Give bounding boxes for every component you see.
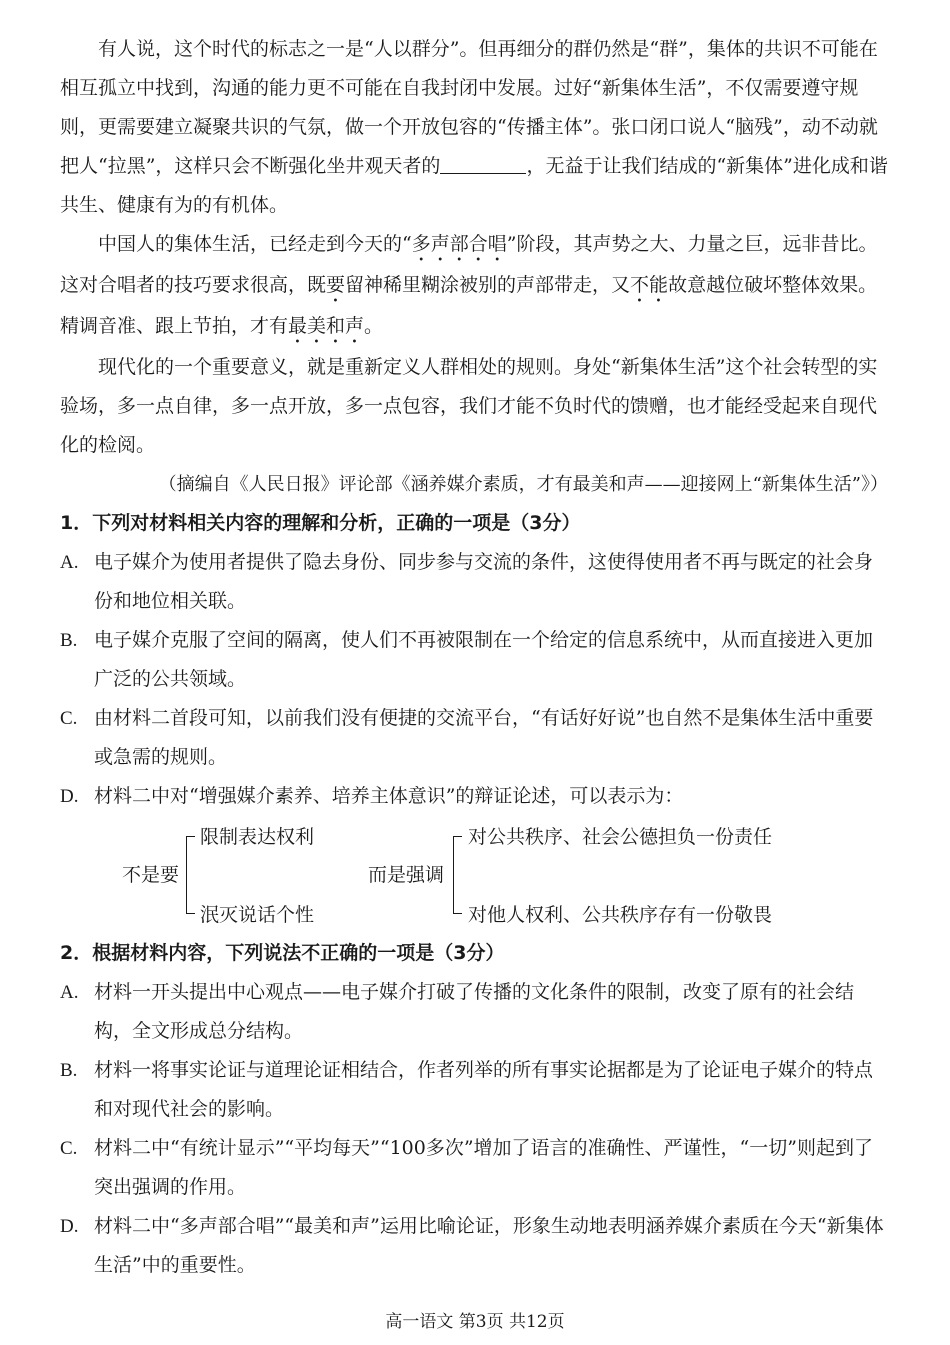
fill-in-blank bbox=[440, 153, 526, 174]
not-label: 不是要 bbox=[122, 864, 180, 886]
option-text: 材料一开头提出中心观点——电子媒介打破了传播的文化条件的限制，改变了原有的社会结构，全文形成总分结构。 bbox=[94, 981, 855, 1042]
passage-paragraph-3: 现代化的一个重要意义，就是重新定义人群相处的规则。身处“新集体生活”这个社会转型的实验场，多一点自律，多一点开放，多一点包容，我们才能不负时代的馈赠，也才能经受起来自现代化的检阅。 bbox=[60, 356, 878, 456]
option-letter: D. bbox=[60, 786, 79, 807]
paragraph-text: 。 bbox=[364, 315, 384, 337]
option-letter: C. bbox=[60, 708, 78, 729]
option-b[interactable] bbox=[60, 1051, 888, 1129]
paragraph-text: 有人说，这个时代的标志之一是“人以群分”。但再细分的群仍然是“群”，集体的共识不可能在相互孤立中找到，沟通的能力更不可能在自我封闭中发展。过好“新集体生活”，不仅需要遵守规则，更需要建立凝聚共识的气氛，做一个开放包容的“传播主体”。张口闭口说人“脑残”，动不动就把人“拉黑”，这样只会不断强化坐井观天者的 bbox=[60, 38, 878, 177]
page-footer: 高一语文 第3页 共12页 bbox=[385, 1312, 565, 1332]
question-2-options bbox=[60, 973, 888, 1285]
option-text: 材料二中对“增强媒介素养、培养主体意识”的辩证论述，可以表示为： bbox=[94, 785, 684, 807]
option-letter: D. bbox=[60, 1216, 79, 1237]
question-2-stem: 2．根据材料内容，下列说法不正确的一项是（3分） bbox=[60, 942, 505, 964]
but-label: 而是强调 bbox=[368, 864, 445, 886]
option-d[interactable] bbox=[60, 1207, 888, 1285]
paragraph-text: 故意越位破坏整体效果。精调音准、跟上节拍，才有 bbox=[60, 274, 878, 337]
option-text: 电子媒介克服了空间的隔离，使人们不再被限制在一个给定的信息系统中，从而直接进入更加广泛的公共领域。 bbox=[94, 629, 874, 690]
option-letter: C. bbox=[60, 1138, 78, 1159]
emphasized-text: 多声部合唱 bbox=[411, 233, 507, 255]
option-text: 材料二中“多声部合唱”“最美和声”运用比喻论证，形象生动地表明涵养媒介素质在今天“新集体生活”中的重要性。 bbox=[94, 1215, 884, 1276]
paragraph-text: ，无益于让我们结成的“新集体”进化成和谐共生、健康有为的有机体。 bbox=[60, 155, 888, 216]
question-1-options bbox=[60, 543, 888, 816]
source-citation: （摘编自《人民日报》评论部《涵养媒介素质，才有最美和声——迎接网上“新集体生活”》） bbox=[158, 474, 888, 495]
option-text: 材料二中“有统计显示”“平均每天”“100多次”增加了语言的准确性、严谨性，“一切”则起到了突出强调的作用。 bbox=[94, 1137, 873, 1198]
option-b[interactable] bbox=[60, 621, 888, 699]
option-text: 电子媒介为使用者提供了隐去身份、同步参与交流的条件，这使得使用者不再与既定的社会身份和地位相关联。 bbox=[94, 551, 874, 612]
option-d[interactable] bbox=[60, 777, 888, 816]
paragraph-text: ”阶段，其声势之大、力量之巨，远非昔比。这对合唱者的技巧要求很高，既 bbox=[60, 233, 878, 296]
option-a[interactable] bbox=[60, 543, 888, 621]
emphasized-text: 要 bbox=[326, 274, 346, 296]
option-letter: A. bbox=[60, 982, 79, 1003]
but-item-2: 对他人权利、公共秩序存有一份敬畏 bbox=[468, 904, 773, 926]
option-letter: A. bbox=[60, 552, 79, 573]
question-1-stem: 1．下列对材料相关内容的理解和分析，正确的一项是（3分） bbox=[60, 512, 581, 534]
not-item-2: 泯灭说话个性 bbox=[200, 904, 315, 926]
option-letter: B. bbox=[60, 1060, 78, 1081]
option-letter: B. bbox=[60, 630, 78, 651]
left-brace bbox=[186, 836, 195, 914]
exam-page bbox=[60, 30, 888, 1285]
option-c[interactable] bbox=[60, 699, 888, 777]
but-item-1: 对公共秩序、社会公德担负一份责任 bbox=[468, 826, 773, 848]
option-a[interactable] bbox=[60, 973, 888, 1051]
option-text: 由材料二首段可知，以前我们没有便捷的交流平台，“有话好好说”也自然不是集体生活中重要或急需的规则。 bbox=[94, 707, 874, 768]
not-item-1: 限制表达权利 bbox=[200, 826, 315, 848]
argument-diagram bbox=[60, 816, 888, 934]
passage-paragraph-1 bbox=[60, 30, 888, 225]
paragraph-text: 留神稀里糊涂被别的声部带走，又 bbox=[345, 274, 631, 296]
emphasized-text: 最美和声 bbox=[288, 315, 365, 337]
emphasized-text: 不能 bbox=[630, 274, 669, 296]
right-brace bbox=[453, 836, 462, 914]
option-c[interactable] bbox=[60, 1129, 888, 1207]
option-text: 材料一将事实论证与道理论证相结合，作者列举的所有事实论据都是为了论证电子媒介的特点和对现代社会的影响。 bbox=[94, 1059, 874, 1120]
paragraph-text: 中国人的集体生活，已经走到今天的“ bbox=[98, 233, 412, 255]
passage-paragraph-2 bbox=[60, 225, 888, 348]
